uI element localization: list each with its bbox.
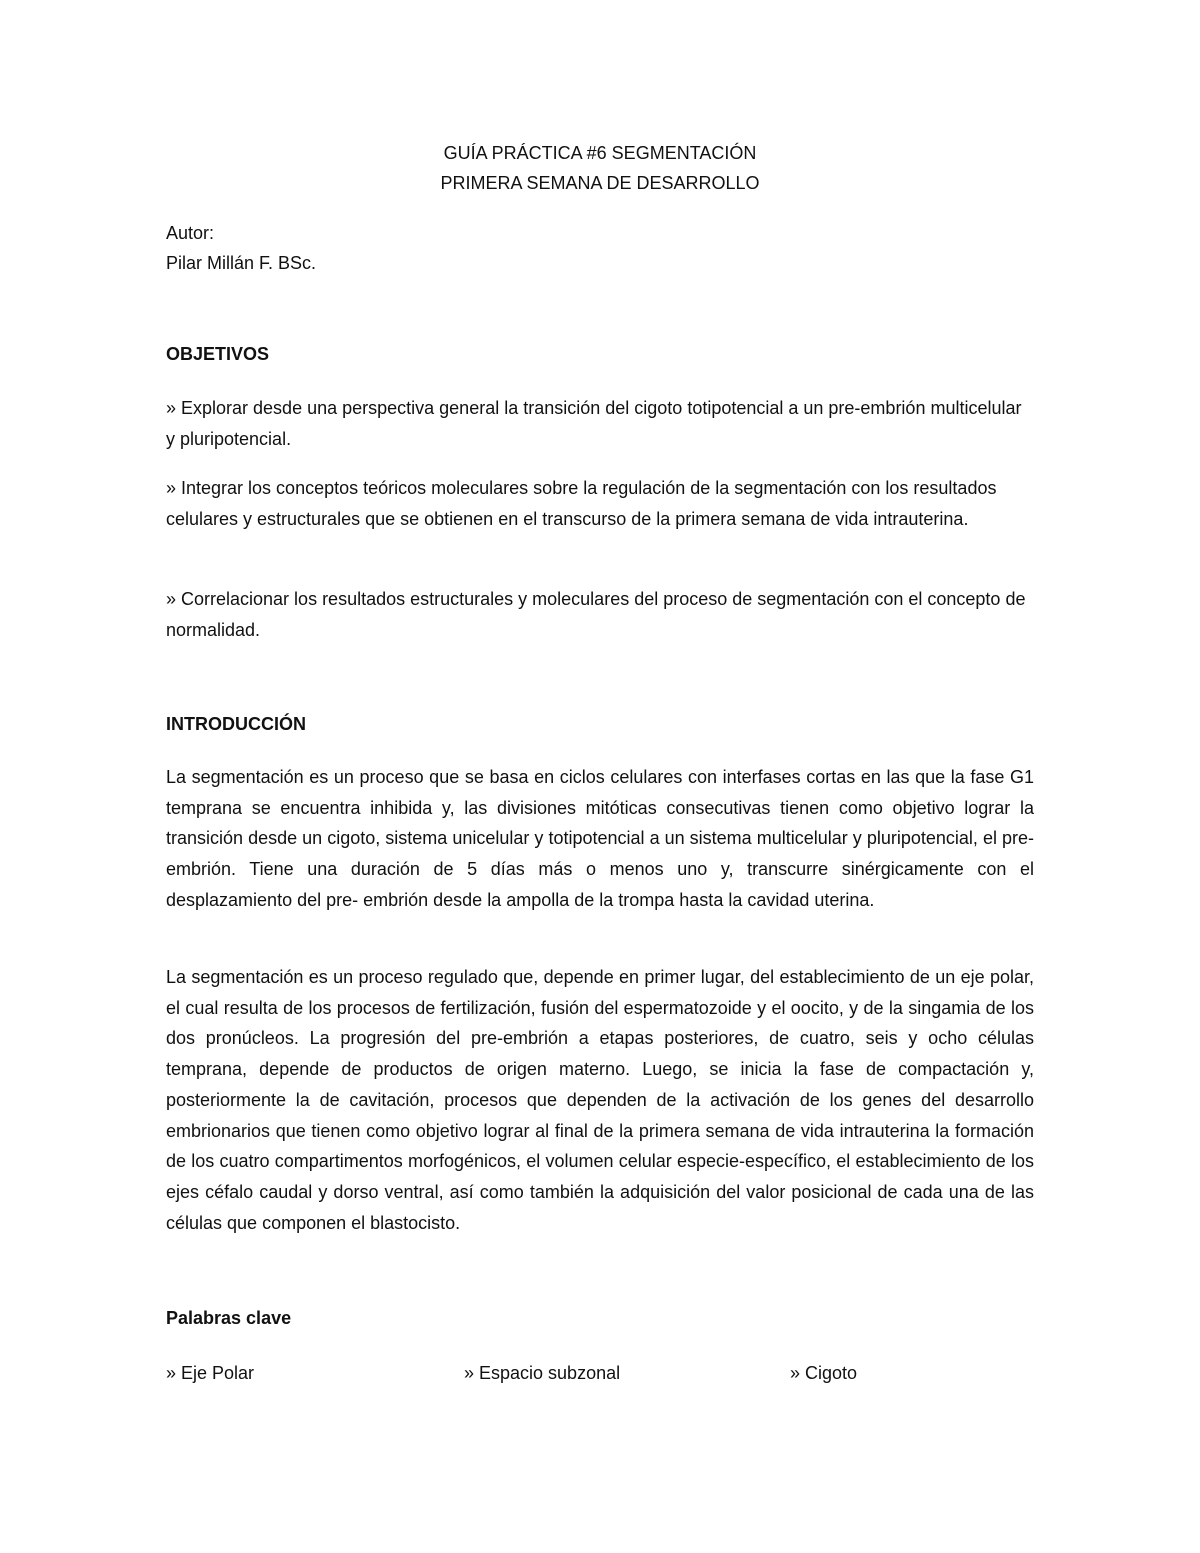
author-section [166, 218, 1034, 278]
author-name: Pilar Millán F. BSc. [166, 253, 317, 273]
title-line-2: PRIMERA SEMANA DE DESARROLLO [440, 173, 760, 193]
author-label: Autor: [166, 223, 215, 243]
introduccion-paragraph-2: La segmentación es un proceso regulado que, depende en primer lugar, del establecimiento de un eje polar, el cual resulta de los procesos de fertilización, fusión del espermatozoide y el oocito, y de la singamia de los dos pronúcleos. La progresión del pre-embrión a etapas posteriores, de cuatro, seis y ocho células temprana, depende de productos de origen materno. Luego, se inicia la fase de compactación y, posteriormente la de cavitación, procesos que dependen de la activación de los genes del desarrollo embrionarios que tienen como objetivo lograr al final de la primera semana de vida intrauterina la formación de los cuatro compartimentos morfogénicos, el volumen celular especie-específico, el establecimiento de los ejes céfalo caudal y dorso ventral, así como también la adquisición del valor posicional de cada una de las células que componen el blastocisto. [166, 967, 1034, 1233]
palabras-clave-heading: Palabras clave [166, 1308, 292, 1328]
introduccion-paragraph-1: La segmentación es un proceso que se basa en ciclos celulares con interfases cortas en las que la fase G1 temprana se encuentra inhibida y, las divisiones mitóticas consecutivas tienen como objetivo lograr la transición desde un cigoto, sistema unicelular y totipotencial a un sistema multicelular y pluripotencial, el pre-embrión. Tiene una duración de 5 días más o menos uno y, transcurre sinérgicamente con el desplazamiento del pre- embrión desde la ampolla de la trompa hasta la cavidad uterina. [166, 767, 1034, 910]
title-line-1: GUÍA PRÁCTICA #6 SEGMENTACIÓN [443, 143, 757, 163]
keyword-item: » Cigoto [790, 1363, 858, 1383]
objetivo-item-2: » Integrar los conceptos teóricos moleculares sobre la regulación de la segmentación con los resultados celulares y estructurales que se obtienen en el transcurso de la primera semana de vida intrauterina. [166, 478, 997, 529]
objetivo-item-1: » Explorar desde una perspectiva general la transición del cigoto totipotencial a un pre-embrión multicelular y pluripotencial. [166, 398, 1022, 449]
keyword-item: » Espacio subzonal [464, 1363, 621, 1383]
introduccion-heading: INTRODUCCIÓN [166, 714, 306, 734]
document-title [0, 138, 1200, 198]
objetivo-item-3: » Correlacionar los resultados estructurales y moleculares del proceso de segmentación con el concepto de normalidad. [166, 589, 1026, 640]
keyword-item: » Eje Polar [166, 1363, 255, 1383]
objetivos-heading: OBJETIVOS [166, 344, 270, 364]
